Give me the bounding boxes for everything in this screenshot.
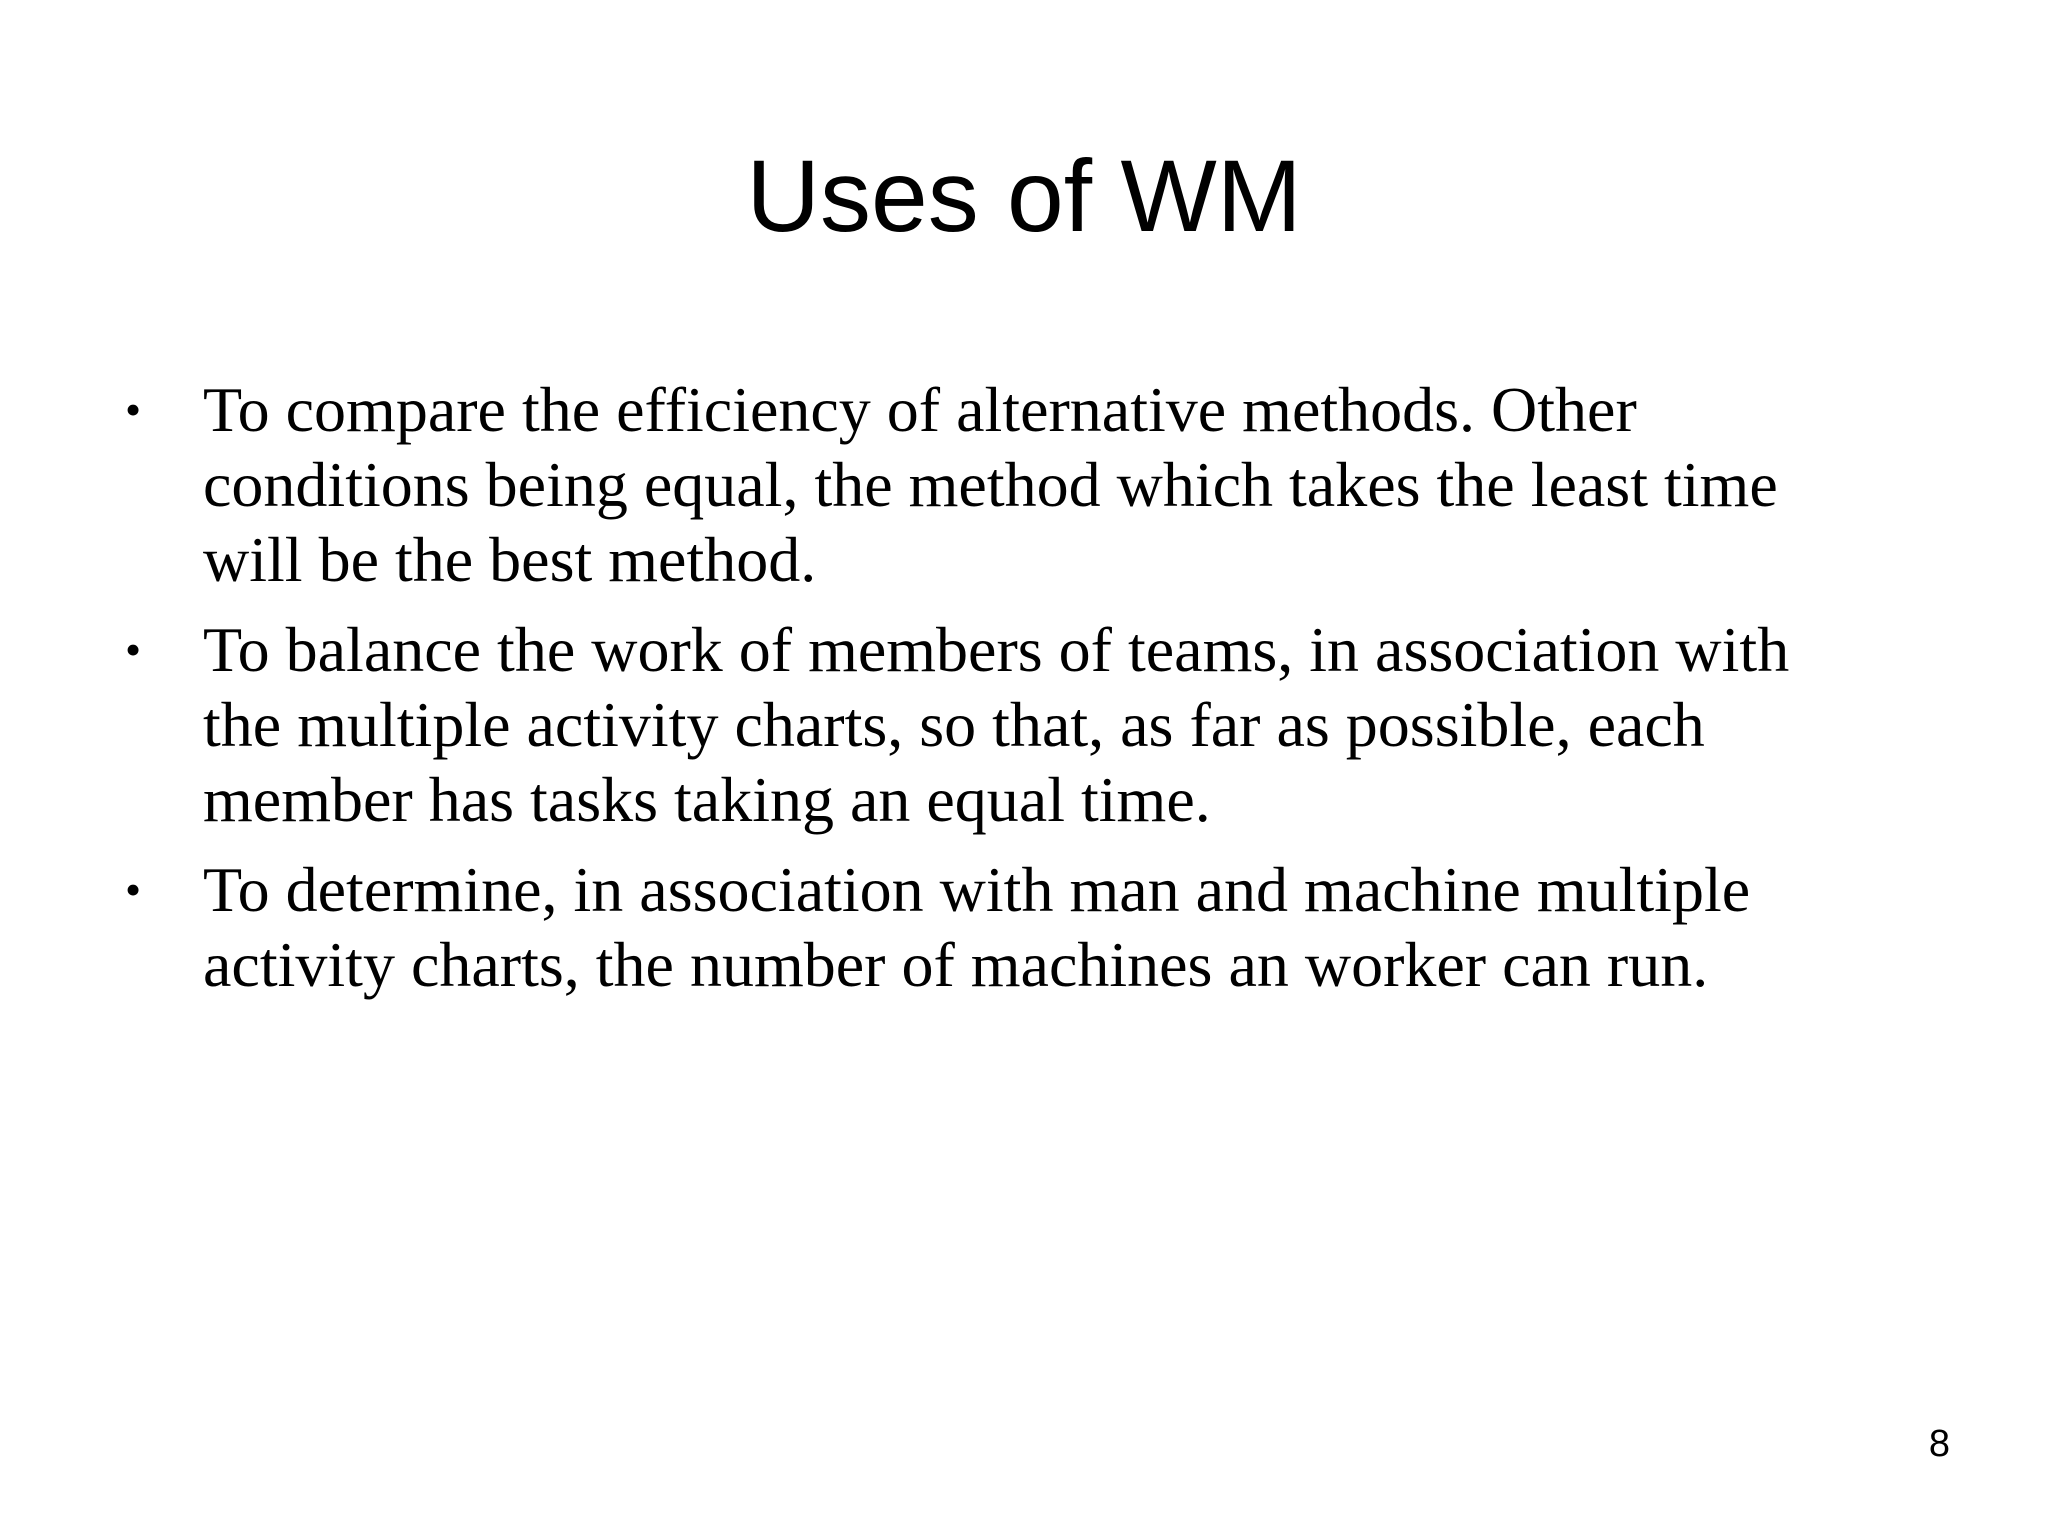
bullet-text-line: To balance the work of members of teams, in association with	[203, 614, 1790, 685]
bullet-item	[125, 852, 1975, 1002]
bullet-icon: •	[125, 384, 142, 435]
slide-title: Uses of WM	[746, 139, 1302, 253]
bullet-text-line: To determine, in association with man and machine multiple	[203, 854, 1751, 925]
bullet-text-line: conditions being equal, the method which takes the least time	[203, 449, 1778, 520]
bullet-item	[125, 372, 1975, 597]
page-number: 8	[1928, 1423, 1950, 1465]
bullet-icon: •	[125, 864, 142, 915]
bullet-text-line: To compare the efficiency of alternative methods. Other	[203, 374, 1637, 445]
bullet-list	[125, 372, 1975, 1017]
bullet-text-line: member has tasks taking an equal time.	[203, 764, 1211, 835]
bullet-text-line: will be the best method.	[203, 524, 817, 595]
bullet-icon: •	[125, 624, 142, 675]
bullet-text-line: activity charts, the number of machines an worker can run.	[203, 929, 1709, 1000]
bullet-item	[125, 612, 1975, 837]
bullet-text-line: the multiple activity charts, so that, as far as possible, each	[203, 689, 1705, 760]
